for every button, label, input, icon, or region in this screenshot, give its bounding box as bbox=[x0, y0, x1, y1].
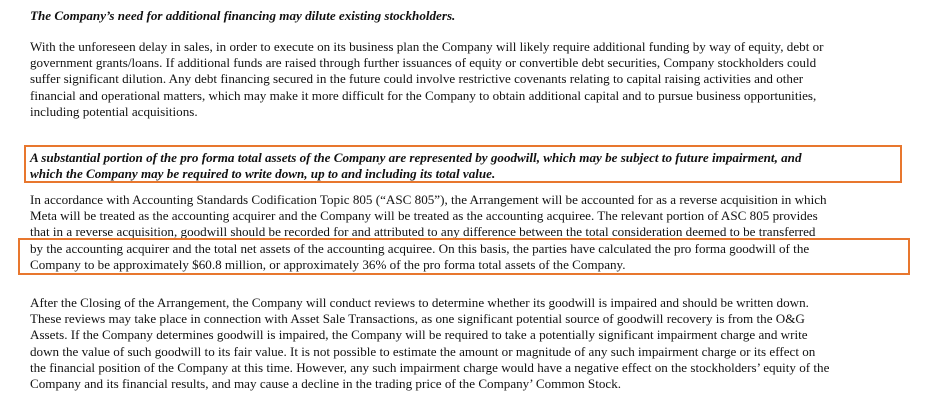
section-heading-financing bbox=[30, 8, 925, 24]
paragraph-line: suffer significant dilution. Any debt financing secured in the future could involve restrictive covenants relating to capital raising activities and other bbox=[30, 71, 804, 87]
paragraph-line: including potential acquisitions. bbox=[30, 103, 198, 119]
paragraph-line: Assets. If the Company determines goodwill is impaired, the Company will be required to take a potentially significant impairment charge and write bbox=[30, 327, 808, 343]
paragraph-line: With the unforeseen delay in sales, in order to execute on its business plan the Company will likely require additional funding by way of equity, debt or bbox=[30, 39, 824, 54]
paragraph-line: Company to be approximately $60.8 million, or approximately 36% of the pro forma total assets of the Company. bbox=[30, 256, 626, 272]
paragraph-financing bbox=[30, 39, 925, 120]
paragraph-line: the financial position of the Company at this time. However, any such impairment charge would have a negative effect on the stockholders’ equity of the bbox=[30, 359, 830, 375]
paragraph-line: In accordance with Accounting Standards Codification Topic 805 (“ASC 805”), the Arrangement will be accounted for as a reverse acquisition in which bbox=[30, 192, 827, 207]
paragraph-line: that in a reverse acquisition, goodwill should be recorded for and attributed to any difference between the total consideration deemed to be transferred bbox=[30, 224, 816, 240]
paragraph-asc805 bbox=[30, 192, 925, 273]
section-heading-goodwill bbox=[30, 150, 925, 182]
paragraph-line: by the accounting acquirer and the total net assets of the accounting acquiree. On this basis, the parties have calculated the pro forma goodwill of the bbox=[30, 240, 810, 256]
heading-line: which the Company may be required to write down, up to and including its total value. bbox=[30, 166, 496, 182]
heading-line: A substantial portion of the pro forma total assets of the Company are represented by goodwill, which may be subject to future impairment, and bbox=[30, 150, 802, 165]
paragraph-impairment-review bbox=[30, 295, 925, 392]
paragraph-line: Company and its financial results, and may cause a decline in the trading price of the Company’ Common Stock. bbox=[30, 376, 622, 392]
paragraph-line: down the value of such goodwill to its fair value. It is not possible to estimate the amount or magnitude of any such impairment charge or its effect on bbox=[30, 343, 816, 359]
heading-line: The Company’s need for additional financing may dilute existing stockholders. bbox=[30, 8, 456, 23]
paragraph-line: financial and operational matters, which may make it more difficult for the Company to obtain additional capital and to pursue business opportunities, bbox=[30, 87, 817, 103]
paragraph-line: government grants/loans. If additional funds are raised through further issuances of equity or convertible debt securities, Company stockholders could bbox=[30, 55, 817, 71]
paragraph-line: These reviews may take place in connection with Asset Sale Transactions, as one significant potential source of goodwill recovery is from the O&G bbox=[30, 311, 805, 327]
paragraph-line: After the Closing of the Arrangement, the Company will conduct reviews to determine whether its goodwill is impaired and should be written down. bbox=[30, 295, 809, 310]
paragraph-line: Meta will be treated as the accounting acquirer and the Company will be treated as the accounting acquiree. The relevant portion of ASC 805 provides bbox=[30, 208, 818, 224]
